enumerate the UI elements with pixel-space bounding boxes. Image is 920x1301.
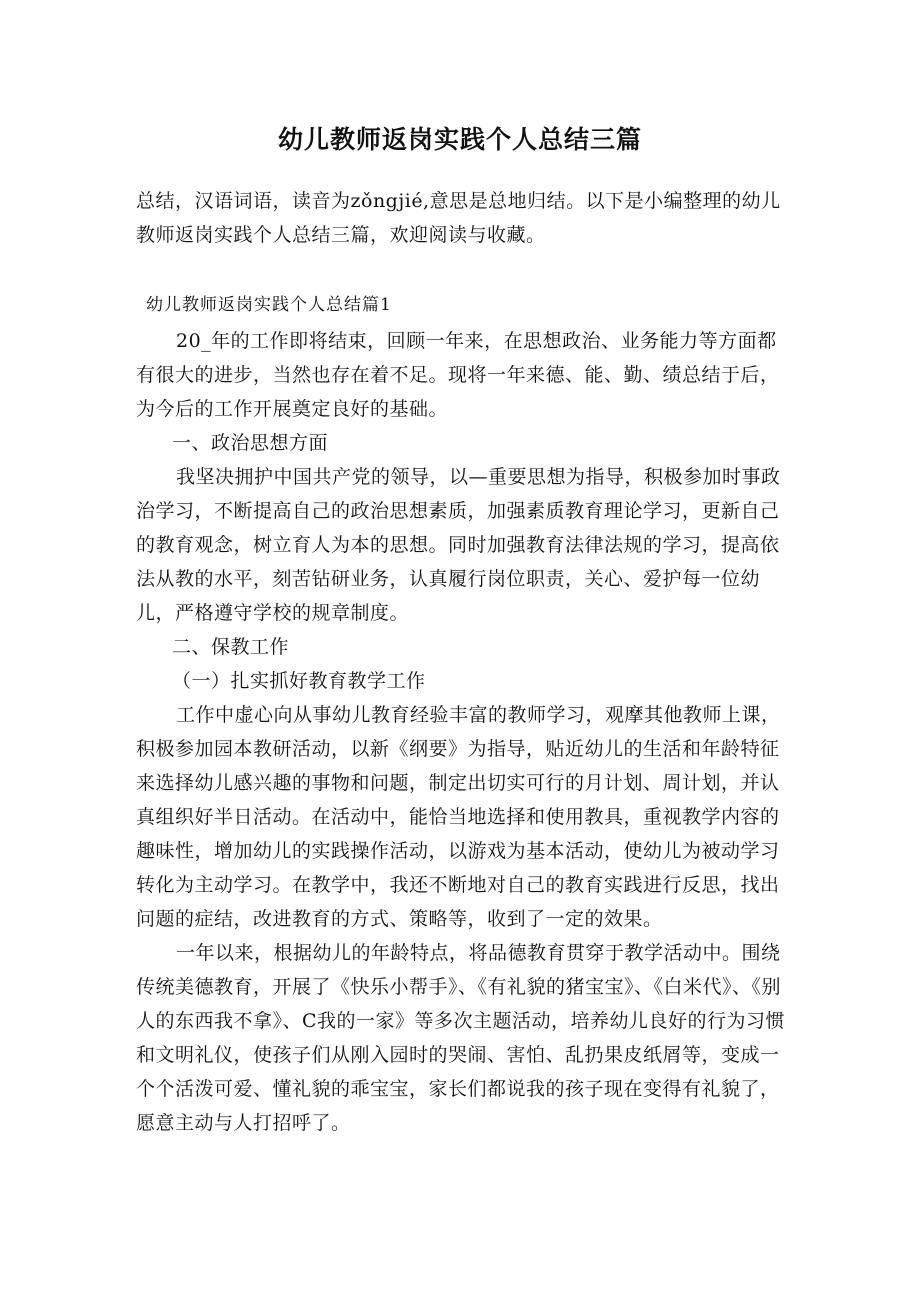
section-title: 幼儿教师返岗实践个人总结篇1 <box>146 295 392 315</box>
document-body <box>136 324 796 1140</box>
heading-political-thought: 一、政治思想方面 <box>172 432 329 454</box>
paragraph-3: 工作中虚心向从事幼儿教育经验丰富的教师学习，观摩其他教师上课，积极参加园本教研活动，以新《纲要》为指导，贴近幼儿的生活和年龄特征来选择幼儿感兴趣的事物和问题，制定出切实可行的月计划、周计划，并认真组织好半日活动。在活动中，能恰当地选择和使用教具，重视教学内容的趣味性，增加幼儿的实践操作活动，以游戏为基本活动，使幼儿为被动学习转化为主动学习。在教学中，我还不断地对自己的教育实践进行反思，找出问题的症结，改进教育的方式、策略等，收到了一定的效果。 <box>136 704 781 930</box>
document-title: 幼儿教师返岗实践个人总结三篇 <box>277 125 642 154</box>
paragraph-2: 我坚决拥护中国共产党的领导，以—重要思想为指导，积极参加时事政治学习，不断提高自己的政治思想素质，加强素质教育理论学习，更新自己的教育观念，树立育人为本的思想。同时加强教育法律法规的学习，提高依法从教的水平，刻苦钻研业务，认真履行岗位职责，关心、爱护每一位幼儿，严格遵守学校的规章制度。 <box>136 466 781 624</box>
paragraph-4: 一年以来，根据幼儿的年龄特点，将品德教育贯穿于教学活动中。围绕传统美德教育，开展了《快乐小帮手》、《有礼貌的猪宝宝》、《白米代》、《别人的东西我不拿》、C我的一家》等多次主题活动，培养幼儿良好的行为习惯和文明礼仪，使孩子们从刚入园时的哭闹、害怕、乱扔果皮纸屑等，变成一个个活泼可爱、懂礼貌的乖宝宝，家长们都说我的孩子现在变得有礼貌了，愿意主动与人打招呼了。 <box>136 942 786 1134</box>
heading-teaching-work: 二、保教工作 <box>172 636 290 658</box>
paragraph-1: 20_年的工作即将结束，回顾一年来，在思想政治、业务能力等方面都有很大的进步，当然也存在着不足。现将一年来德、能、勤、绩总结于后，为今后的工作开展奠定良好的基础。 <box>136 330 780 420</box>
heading-teaching-subsection: （一）扎实抓好教育教学工作 <box>172 670 426 692</box>
intro-paragraph: 总结，汉语词语，读音为zǒngjié,意思是总地归结。以下是小编整理的幼儿教师返岗实践个人总结三篇，欢迎阅读与收藏。 <box>136 190 781 246</box>
